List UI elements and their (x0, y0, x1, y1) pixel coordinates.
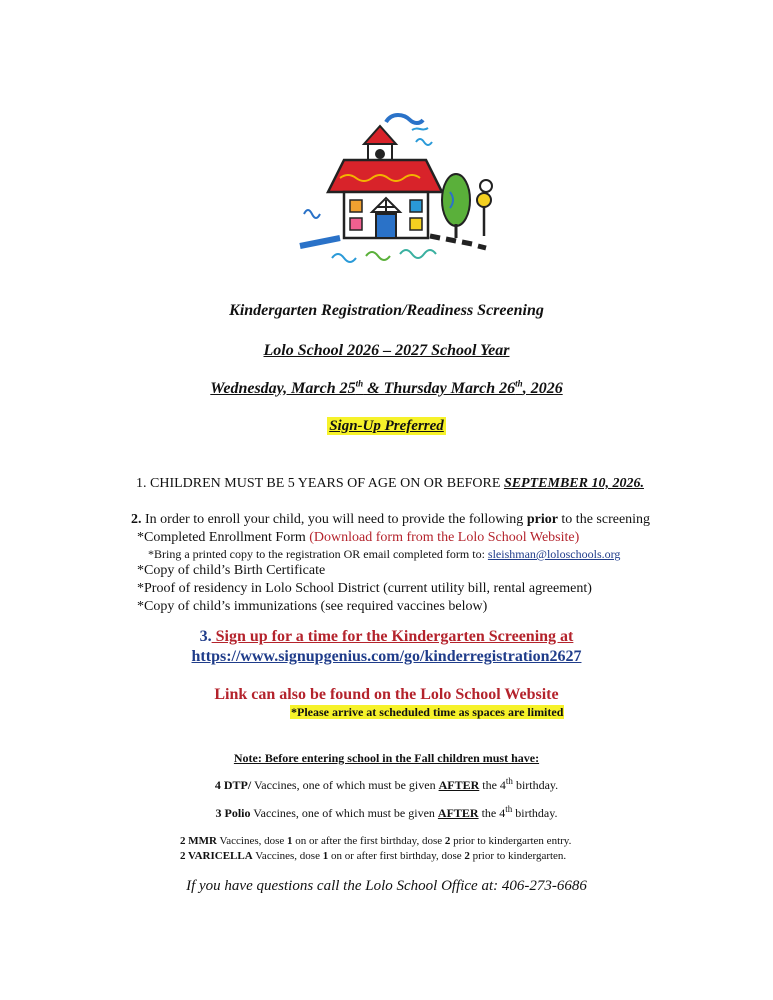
print-copy-note: *Bring a printed copy to the registration OR email completed form to: sleishman@loloschools.org (148, 547, 621, 561)
event-dates-text: Wednesday, March 25th & Thursday March 26th, 2026 (210, 378, 563, 397)
signup-instruction: 3. Sign up for a time for the Kindergarten Screening at (199, 628, 574, 645)
signup-preferred (0, 418, 773, 435)
school-year (0, 342, 773, 360)
dtp-requirement: 4 DTP/ Vaccines, one of which must be given AFTER the 4th birthday. (214, 776, 559, 792)
signup-preferred-text: Sign-Up Preferred (329, 418, 444, 434)
vaccine-note-text: Note: Before entering school in the Fall children must have: (233, 751, 540, 765)
age-requirement: 1. CHILDREN MUST BE 5 YEARS OF AGE ON OR BEFORE SEPTEMBER 10, 2026. (136, 476, 644, 491)
polio-requirement: 3 Polio Vaccines, one of which must be given AFTER the 4th birthday. (215, 804, 558, 820)
event-title: Kindergarten Registration/Readiness Screening (229, 302, 544, 319)
cutoff-date: SEPTEMBER 10, 2026. (503, 476, 644, 491)
signup-genius-link[interactable]: https://www.signupgenius.com/go/kinderregistration2627 (191, 648, 582, 665)
signup-url-row (0, 648, 773, 666)
signup-instruction-text: Sign up for a time for the Kindergarten Screening at (211, 628, 574, 645)
vaccine-note-heading (0, 751, 773, 766)
immunizations-item: *Copy of child’s immunizations (see required vaccines below) (137, 599, 488, 614)
mmr-requirement: 2 MMR Vaccines, dose 1 on or after the first birthday, dose 2 prior to kindergarten entry. (180, 835, 572, 847)
download-form-note: (Download form from the Lolo School Website) (309, 530, 580, 545)
schoolhouse-illustration (280, 108, 520, 268)
enroll-requirements-intro: 2. In order to enroll your child, you will need to provide the following prior to the screening (131, 512, 651, 527)
contact-line: If you have questions call the Lolo School Office at: 406-273-6686 (186, 878, 587, 894)
residency-item: *Proof of residency in Lolo School District (current utility bill, rental agreement) (137, 581, 592, 596)
registration-email-link[interactable]: sleishman@loloschools.org (487, 547, 621, 561)
arrive-on-time-text: *Please arrive at scheduled time as spaces are limited (291, 705, 564, 719)
website-link-note: Link can also be found on the Lolo School Website (214, 686, 559, 703)
varicella-requirement: 2 VARICELLA Vaccines, dose 1 on or after first birthday, dose 2 prior to kindergarten. (180, 850, 567, 862)
birth-certificate-item: *Copy of child’s Birth Certificate (137, 563, 326, 578)
enrollment-form-item: *Completed Enrollment Form (Download form from the Lolo School Website) (137, 530, 580, 545)
arrive-on-time-note (290, 705, 564, 720)
event-dates (0, 380, 773, 398)
school-year-text: Lolo School 2026 – 2027 School Year (263, 342, 510, 359)
